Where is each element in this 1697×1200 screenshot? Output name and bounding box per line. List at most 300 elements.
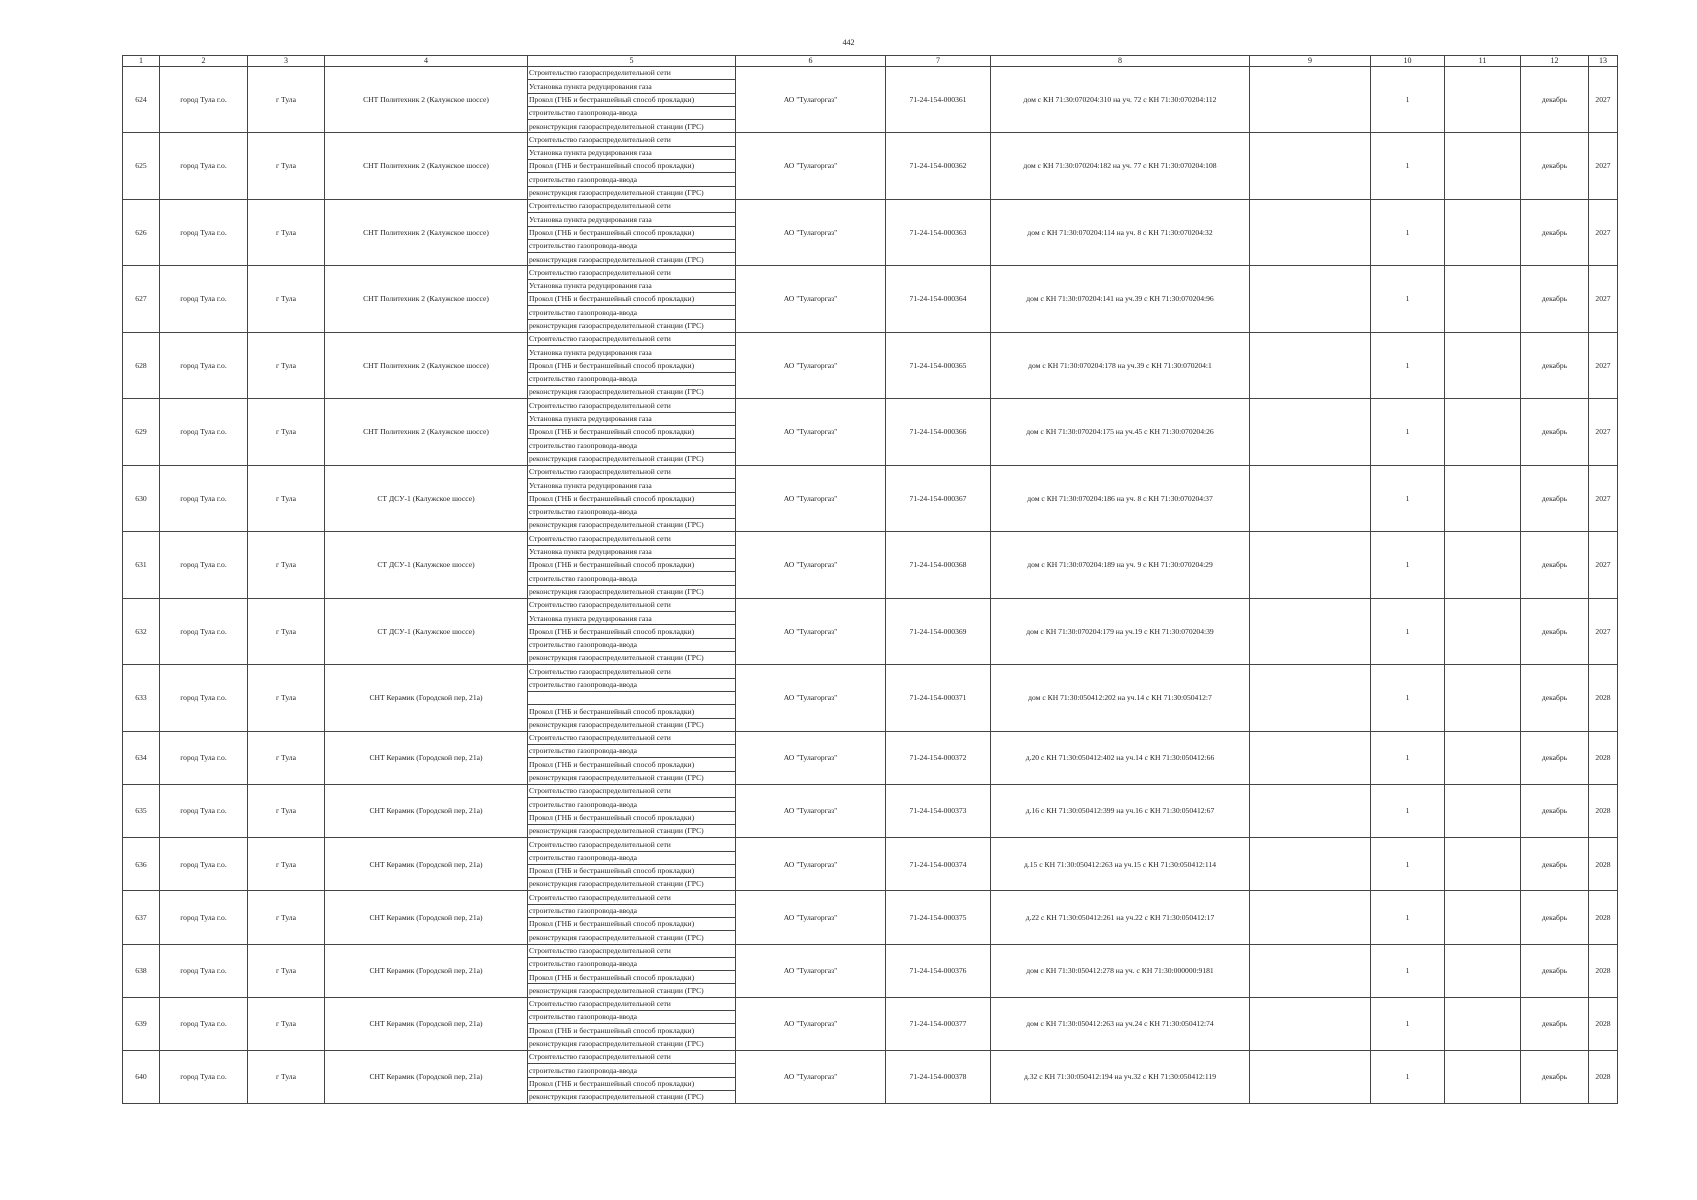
row-number: 635	[123, 785, 160, 838]
municipality: город Тула г.о.	[160, 67, 248, 133]
locality: г Тула	[248, 598, 325, 664]
work-item: строительство газопровода-ввода	[528, 439, 736, 452]
work-item: Установка пункта редуцирования газа	[528, 279, 736, 292]
municipality: город Тула г.о.	[160, 598, 248, 664]
col9-cell	[1250, 266, 1371, 332]
work-item: реконструкция газораспределительной станции (ГРС)	[528, 452, 736, 465]
quantity: 1	[1371, 199, 1445, 265]
work-item: Прокол (ГНБ и бестраншейный способ прокладки)	[528, 226, 736, 239]
work-item: строительство газопровода-ввода	[528, 1011, 736, 1024]
table-row	[123, 133, 1618, 146]
table-row	[123, 266, 1618, 279]
locality: г Тула	[248, 944, 325, 997]
organization: АО "Тулагоргаз"	[736, 665, 886, 731]
work-item: реконструкция газораспределительной станции (ГРС)	[528, 652, 736, 665]
locality: г Тула	[248, 785, 325, 838]
work-item: реконструкция газораспределительной станции (ГРС)	[528, 519, 736, 532]
work-item: Прокол (ГНБ и бестраншейный способ прокладки)	[528, 1077, 736, 1090]
organization: АО "Тулагоргаз"	[736, 1050, 886, 1103]
work-item: Строительство газораспределительной сети	[528, 266, 736, 279]
object-description: дом с КН 71:30:050412:278 на уч. с КН 71:30:000000:9181	[991, 944, 1250, 997]
quantity: 1	[1371, 133, 1445, 199]
row-number: 632	[123, 598, 160, 664]
row-number: 630	[123, 465, 160, 531]
registry-code: 71-24-154-000374	[886, 838, 991, 891]
col11-cell	[1445, 1050, 1521, 1103]
work-item: строительство газопровода-ввода	[528, 638, 736, 651]
row-number: 631	[123, 532, 160, 598]
object-description: дом с КН 71:30:070204:182 на уч. 77 с КН 71:30:070204:108	[991, 133, 1250, 199]
work-item: строительство газопровода-ввода	[528, 798, 736, 811]
work-item: Строительство газораспределительной сети	[528, 133, 736, 146]
header-cell: 13	[1589, 56, 1618, 67]
work-item: Строительство газораспределительной сети	[528, 1050, 736, 1063]
registry-code: 71-24-154-000368	[886, 532, 991, 598]
deadline-month: декабрь	[1521, 997, 1589, 1050]
col9-cell	[1250, 465, 1371, 531]
deadline-year: 2028	[1589, 891, 1618, 944]
organization: АО "Тулагоргаз"	[736, 199, 886, 265]
header-cell: 1	[123, 56, 160, 67]
col11-cell	[1445, 399, 1521, 465]
quantity: 1	[1371, 266, 1445, 332]
work-item: Установка пункта редуцирования газа	[528, 612, 736, 625]
organization: АО "Тулагоргаз"	[736, 785, 886, 838]
work-item: Строительство газораспределительной сети	[528, 665, 736, 678]
col11-cell	[1445, 332, 1521, 398]
object-description: дом с КН 71:30:050412:202 на уч.14 с КН 71:30:050412:7	[991, 665, 1250, 731]
work-item: строительство газопровода-ввода	[528, 678, 736, 691]
header-cell: 4	[325, 56, 528, 67]
col9-cell	[1250, 731, 1371, 784]
work-item: Строительство газораспределительной сети	[528, 532, 736, 545]
registry-code: 71-24-154-000364	[886, 266, 991, 332]
site-name: СТ ДСУ-1 (Калужское шоссе)	[325, 465, 528, 531]
object-description: дом с КН 71:30:070204:114 на уч. 8 с КН 71:30:070204:32	[991, 199, 1250, 265]
col11-cell	[1445, 532, 1521, 598]
deadline-month: декабрь	[1521, 465, 1589, 531]
registry-code: 71-24-154-000373	[886, 785, 991, 838]
col9-cell	[1250, 67, 1371, 133]
deadline-month: декабрь	[1521, 399, 1589, 465]
work-item: Прокол (ГНБ и бестраншейный способ прокладки)	[528, 705, 736, 718]
quantity: 1	[1371, 944, 1445, 997]
work-item: Строительство газораспределительной сети	[528, 67, 736, 80]
locality: г Тула	[248, 199, 325, 265]
site-name: СНТ Политехник 2 (Калужское шоссе)	[325, 266, 528, 332]
site-name: СНТ Политехник 2 (Калужское шоссе)	[325, 399, 528, 465]
organization: АО "Тулагоргаз"	[736, 532, 886, 598]
header-cell: 8	[991, 56, 1250, 67]
locality: г Тула	[248, 838, 325, 891]
work-item: Строительство газораспределительной сети	[528, 199, 736, 212]
deadline-year: 2027	[1589, 465, 1618, 531]
table-row	[123, 731, 1618, 744]
registry-code: 71-24-154-000365	[886, 332, 991, 398]
locality: г Тула	[248, 67, 325, 133]
object-description: дом с КН 71:30:070204:186 на уч. 8 с КН 71:30:070204:37	[991, 465, 1250, 531]
col9-cell	[1250, 838, 1371, 891]
table-row	[123, 332, 1618, 345]
work-item: реконструкция газораспределительной станции (ГРС)	[528, 1037, 736, 1050]
deadline-year: 2028	[1589, 1050, 1618, 1103]
col11-cell	[1445, 665, 1521, 731]
table-row	[123, 199, 1618, 212]
deadline-year: 2028	[1589, 944, 1618, 997]
work-item: реконструкция газораспределительной станции (ГРС)	[528, 585, 736, 598]
work-item: строительство газопровода-ввода	[528, 239, 736, 252]
work-item: Прокол (ГНБ и бестраншейный способ прокладки)	[528, 864, 736, 877]
quantity: 1	[1371, 532, 1445, 598]
work-item: строительство газопровода-ввода	[528, 106, 736, 119]
row-number: 637	[123, 891, 160, 944]
work-item: реконструкция газораспределительной станции (ГРС)	[528, 824, 736, 837]
deadline-year: 2028	[1589, 665, 1618, 731]
object-description: д.15 с КН 71:30:050412:263 на уч.15 с КН 71:30:050412:114	[991, 838, 1250, 891]
registry-code: 71-24-154-000371	[886, 665, 991, 731]
site-name: СНТ Керамик (Городской пер, 21а)	[325, 665, 528, 731]
header-cell: 2	[160, 56, 248, 67]
col9-cell	[1250, 1050, 1371, 1103]
col9-cell	[1250, 997, 1371, 1050]
organization: АО "Тулагоргаз"	[736, 944, 886, 997]
work-item: Прокол (ГНБ и бестраншейный способ прокладки)	[528, 492, 736, 505]
site-name: СНТ Керамик (Городской пер, 21а)	[325, 891, 528, 944]
work-item: Прокол (ГНБ и бестраншейный способ прокладки)	[528, 426, 736, 439]
deadline-month: декабрь	[1521, 598, 1589, 664]
work-item: реконструкция газораспределительной станции (ГРС)	[528, 319, 736, 332]
col11-cell	[1445, 731, 1521, 784]
registry-code: 71-24-154-000377	[886, 997, 991, 1050]
work-item: Установка пункта редуцирования газа	[528, 479, 736, 492]
table-row	[123, 944, 1618, 957]
municipality: город Тула г.о.	[160, 399, 248, 465]
work-item: Прокол (ГНБ и бестраншейный способ прокладки)	[528, 558, 736, 571]
site-name: СНТ Политехник 2 (Калужское шоссе)	[325, 332, 528, 398]
quantity: 1	[1371, 1050, 1445, 1103]
col9-cell	[1250, 133, 1371, 199]
col11-cell	[1445, 133, 1521, 199]
quantity: 1	[1371, 785, 1445, 838]
deadline-month: декабрь	[1521, 665, 1589, 731]
row-number: 625	[123, 133, 160, 199]
organization: АО "Тулагоргаз"	[736, 598, 886, 664]
header-row	[123, 56, 1618, 67]
deadline-year: 2027	[1589, 266, 1618, 332]
deadline-year: 2027	[1589, 133, 1618, 199]
deadline-year: 2027	[1589, 67, 1618, 133]
work-item: Прокол (ГНБ и бестраншейный способ прокладки)	[528, 918, 736, 931]
municipality: город Тула г.о.	[160, 1050, 248, 1103]
organization: АО "Тулагоргаз"	[736, 133, 886, 199]
deadline-year: 2028	[1589, 731, 1618, 784]
col9-cell	[1250, 944, 1371, 997]
header-cell: 10	[1371, 56, 1445, 67]
col9-cell	[1250, 399, 1371, 465]
object-description: дом с КН 71:30:070204:179 на уч.19 с КН 71:30:070204:39	[991, 598, 1250, 664]
deadline-year: 2028	[1589, 997, 1618, 1050]
quantity: 1	[1371, 997, 1445, 1050]
object-description: дом с КН 71:30:070204:310 на уч. 72 с КН 71:30:070204:112	[991, 67, 1250, 133]
site-name: СНТ Политехник 2 (Калужское шоссе)	[325, 133, 528, 199]
quantity: 1	[1371, 332, 1445, 398]
work-item: строительство газопровода-ввода	[528, 572, 736, 585]
site-name: СНТ Политехник 2 (Калужское шоссе)	[325, 67, 528, 133]
site-name: СНТ Керамик (Городской пер, 21а)	[325, 944, 528, 997]
row-number: 626	[123, 199, 160, 265]
deadline-year: 2027	[1589, 598, 1618, 664]
work-item: строительство газопровода-ввода	[528, 372, 736, 385]
work-item: Строительство газораспределительной сети	[528, 944, 736, 957]
deadline-year: 2027	[1589, 332, 1618, 398]
municipality: город Тула г.о.	[160, 266, 248, 332]
locality: г Тула	[248, 731, 325, 784]
site-name: СНТ Керамик (Городской пер, 21а)	[325, 731, 528, 784]
locality: г Тула	[248, 532, 325, 598]
municipality: город Тула г.о.	[160, 332, 248, 398]
organization: АО "Тулагоргаз"	[736, 399, 886, 465]
site-name: СНТ Керамик (Городской пер, 21а)	[325, 838, 528, 891]
col11-cell	[1445, 997, 1521, 1050]
work-item: реконструкция газораспределительной станции (ГРС)	[528, 1090, 736, 1103]
registry-code: 71-24-154-000376	[886, 944, 991, 997]
registry-code: 71-24-154-000375	[886, 891, 991, 944]
quantity: 1	[1371, 731, 1445, 784]
organization: АО "Тулагоргаз"	[736, 67, 886, 133]
row-number: 633	[123, 665, 160, 731]
table-row	[123, 399, 1618, 412]
header-cell: 12	[1521, 56, 1589, 67]
col9-cell	[1250, 665, 1371, 731]
object-description: дом с КН 71:30:070204:178 на уч.39 с КН 71:30:070204:1	[991, 332, 1250, 398]
col11-cell	[1445, 199, 1521, 265]
locality: г Тула	[248, 465, 325, 531]
work-item: реконструкция газораспределительной станции (ГРС)	[528, 771, 736, 784]
work-item: Строительство газораспределительной сети	[528, 891, 736, 904]
deadline-month: декабрь	[1521, 67, 1589, 133]
municipality: город Тула г.о.	[160, 532, 248, 598]
organization: АО "Тулагоргаз"	[736, 997, 886, 1050]
header-cell: 3	[248, 56, 325, 67]
work-item: Установка пункта редуцирования газа	[528, 412, 736, 425]
header-cell: 9	[1250, 56, 1371, 67]
row-number: 638	[123, 944, 160, 997]
registry-code: 71-24-154-000366	[886, 399, 991, 465]
col11-cell	[1445, 785, 1521, 838]
row-number: 624	[123, 67, 160, 133]
quantity: 1	[1371, 465, 1445, 531]
col9-cell	[1250, 532, 1371, 598]
work-item: Установка пункта редуцирования газа	[528, 80, 736, 93]
work-item: Строительство газораспределительной сети	[528, 997, 736, 1010]
object-description: дом с КН 71:30:070204:189 на уч. 9 с КН 71:30:070204:29	[991, 532, 1250, 598]
deadline-month: декабрь	[1521, 332, 1589, 398]
work-item: Строительство газораспределительной сети	[528, 731, 736, 744]
col9-cell	[1250, 332, 1371, 398]
locality: г Тула	[248, 1050, 325, 1103]
deadline-month: декабрь	[1521, 731, 1589, 784]
table-row	[123, 598, 1618, 611]
work-item: строительство газопровода-ввода	[528, 904, 736, 917]
site-name: СТ ДСУ-1 (Калужское шоссе)	[325, 598, 528, 664]
deadline-month: декабрь	[1521, 199, 1589, 265]
table-row	[123, 465, 1618, 478]
work-item: Прокол (ГНБ и бестраншейный способ прокладки)	[528, 359, 736, 372]
deadline-month: декабрь	[1521, 1050, 1589, 1103]
site-name: СНТ Керамик (Городской пер, 21а)	[325, 1050, 528, 1103]
work-item: реконструкция газораспределительной станции (ГРС)	[528, 186, 736, 199]
object-description: дом с КН 71:30:050412:263 на уч.24 с КН 71:30:050412:74	[991, 997, 1250, 1050]
col11-cell	[1445, 891, 1521, 944]
row-number: 627	[123, 266, 160, 332]
object-description: д.20 с КН 71:30:050412:402 на уч.14 с КН 71:30:050412:66	[991, 731, 1250, 784]
deadline-month: декабрь	[1521, 838, 1589, 891]
table-row	[123, 1050, 1618, 1063]
work-item: строительство газопровода-ввода	[528, 851, 736, 864]
work-item: Строительство газораспределительной сети	[528, 838, 736, 851]
municipality: город Тула г.о.	[160, 731, 248, 784]
deadline-year: 2027	[1589, 199, 1618, 265]
deadline-month: декабрь	[1521, 785, 1589, 838]
locality: г Тула	[248, 332, 325, 398]
registry-code: 71-24-154-000378	[886, 1050, 991, 1103]
quantity: 1	[1371, 838, 1445, 891]
municipality: город Тула г.о.	[160, 133, 248, 199]
site-name: СТ ДСУ-1 (Калужское шоссе)	[325, 532, 528, 598]
site-name: СНТ Политехник 2 (Калужское шоссе)	[325, 199, 528, 265]
work-item: Прокол (ГНБ и бестраншейный способ прокладки)	[528, 625, 736, 638]
municipality: город Тула г.о.	[160, 465, 248, 531]
locality: г Тула	[248, 997, 325, 1050]
organization: АО "Тулагоргаз"	[736, 731, 886, 784]
data-table	[122, 55, 1618, 1104]
object-description: д.16 с КН 71:30:050412:399 на уч.16 с КН 71:30:050412:67	[991, 785, 1250, 838]
registry-code: 71-24-154-000372	[886, 731, 991, 784]
col9-cell	[1250, 785, 1371, 838]
work-item: реконструкция газораспределительной станции (ГРС)	[528, 878, 736, 891]
work-item: Строительство газораспределительной сети	[528, 785, 736, 798]
organization: АО "Тулагоргаз"	[736, 891, 886, 944]
row-number: 636	[123, 838, 160, 891]
work-item: Установка пункта редуцирования газа	[528, 545, 736, 558]
quantity: 1	[1371, 891, 1445, 944]
row-number: 634	[123, 731, 160, 784]
registry-code: 71-24-154-000367	[886, 465, 991, 531]
work-item: Установка пункта редуцирования газа	[528, 146, 736, 159]
col11-cell	[1445, 944, 1521, 997]
col9-cell	[1250, 598, 1371, 664]
object-description: дом с КН 71:30:070204:141 на уч.39 с КН 71:30:070204:96	[991, 266, 1250, 332]
table-row	[123, 838, 1618, 851]
page-number: 442	[842, 38, 855, 47]
locality: г Тула	[248, 133, 325, 199]
municipality: город Тула г.о.	[160, 891, 248, 944]
registry-code: 71-24-154-000361	[886, 67, 991, 133]
work-item	[528, 691, 736, 704]
deadline-year: 2028	[1589, 838, 1618, 891]
work-item: Установка пункта редуцирования газа	[528, 213, 736, 226]
work-item: Строительство газораспределительной сети	[528, 332, 736, 345]
header-cell: 5	[528, 56, 736, 67]
municipality: город Тула г.о.	[160, 944, 248, 997]
quantity: 1	[1371, 399, 1445, 465]
deadline-month: декабрь	[1521, 532, 1589, 598]
work-item: Прокол (ГНБ и бестраншейный способ прокладки)	[528, 811, 736, 824]
work-item: реконструкция газораспределительной станции (ГРС)	[528, 386, 736, 399]
object-description: дом с КН 71:30:070204:175 на уч.45 с КН 71:30:070204:26	[991, 399, 1250, 465]
work-item: реконструкция газораспределительной станции (ГРС)	[528, 120, 736, 133]
quantity: 1	[1371, 67, 1445, 133]
organization: АО "Тулагоргаз"	[736, 332, 886, 398]
organization: АО "Тулагоргаз"	[736, 838, 886, 891]
registry-code: 71-24-154-000363	[886, 199, 991, 265]
quantity: 1	[1371, 665, 1445, 731]
table-row	[123, 532, 1618, 545]
row-number: 629	[123, 399, 160, 465]
col11-cell	[1445, 465, 1521, 531]
work-item: Прокол (ГНБ и бестраншейный способ прокладки)	[528, 293, 736, 306]
registry-code: 71-24-154-000362	[886, 133, 991, 199]
table-row	[123, 665, 1618, 678]
work-item: Прокол (ГНБ и бестраншейный способ прокладки)	[528, 758, 736, 771]
locality: г Тула	[248, 399, 325, 465]
table-row	[123, 785, 1618, 798]
deadline-month: декабрь	[1521, 133, 1589, 199]
work-item: строительство газопровода-ввода	[528, 505, 736, 518]
locality: г Тула	[248, 891, 325, 944]
registry-code: 71-24-154-000369	[886, 598, 991, 664]
organization: АО "Тулагоргаз"	[736, 465, 886, 531]
deadline-month: декабрь	[1521, 266, 1589, 332]
row-number: 640	[123, 1050, 160, 1103]
header-cell: 6	[736, 56, 886, 67]
deadline-year: 2027	[1589, 532, 1618, 598]
col9-cell	[1250, 199, 1371, 265]
object-description: д.32 с КН 71:30:050412:194 на уч.32 с КН 71:30:050412:119	[991, 1050, 1250, 1103]
municipality: город Тула г.о.	[160, 997, 248, 1050]
work-item: строительство газопровода-ввода	[528, 173, 736, 186]
work-item: реконструкция газораспределительной станции (ГРС)	[528, 253, 736, 266]
site-name: СНТ Керамик (Городской пер, 21а)	[325, 785, 528, 838]
work-item: строительство газопровода-ввода	[528, 1064, 736, 1077]
work-item: реконструкция газораспределительной станции (ГРС)	[528, 931, 736, 944]
site-name: СНТ Керамик (Городской пер, 21а)	[325, 997, 528, 1050]
work-item: Прокол (ГНБ и бестраншейный способ прокладки)	[528, 93, 736, 106]
work-item: реконструкция газораспределительной станции (ГРС)	[528, 984, 736, 997]
municipality: город Тула г.о.	[160, 785, 248, 838]
work-item: Строительство газораспределительной сети	[528, 399, 736, 412]
work-item: строительство газопровода-ввода	[528, 957, 736, 970]
locality: г Тула	[248, 665, 325, 731]
municipality: город Тула г.о.	[160, 838, 248, 891]
work-item: Строительство газораспределительной сети	[528, 598, 736, 611]
work-item: реконструкция газораспределительной станции (ГРС)	[528, 718, 736, 731]
organization: АО "Тулагоргаз"	[736, 266, 886, 332]
col11-cell	[1445, 598, 1521, 664]
municipality: город Тула г.о.	[160, 665, 248, 731]
municipality: город Тула г.о.	[160, 199, 248, 265]
table-row	[123, 67, 1618, 80]
object-description: д.22 с КН 71:30:050412:261 на уч.22 с КН 71:30:050412:17	[991, 891, 1250, 944]
col11-cell	[1445, 266, 1521, 332]
deadline-month: декабрь	[1521, 944, 1589, 997]
table-row	[123, 891, 1618, 904]
work-item: Строительство газораспределительной сети	[528, 465, 736, 478]
work-item: Прокол (ГНБ и бестраншейный способ прокладки)	[528, 1024, 736, 1037]
col11-cell	[1445, 838, 1521, 891]
col9-cell	[1250, 891, 1371, 944]
deadline-month: декабрь	[1521, 891, 1589, 944]
